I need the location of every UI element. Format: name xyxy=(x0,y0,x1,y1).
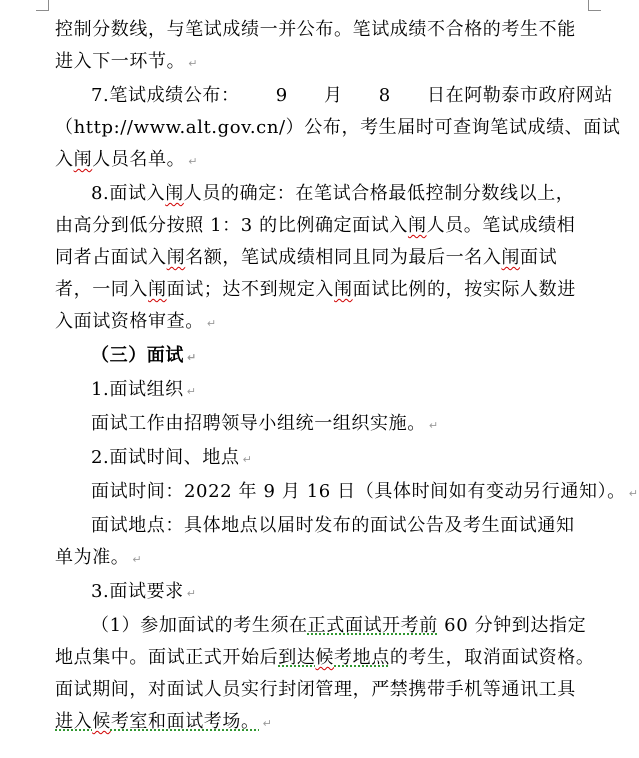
paragraph-mark-icon: ↵ xyxy=(206,317,217,330)
spell-flag: 闱 xyxy=(148,279,167,300)
paragraph-mark-icon: ↵ xyxy=(428,419,439,432)
paragraph-organization-detail: 面试工作由招聘领导小组统一组织实施。 ↵ xyxy=(91,413,439,434)
spell-flag: 候 xyxy=(92,711,111,732)
paragraph-mark-icon: ↵ xyxy=(242,453,252,466)
grammar-flag: 考室和面试考场。 xyxy=(110,711,260,732)
section-heading-interview: （三）面试 ↵ xyxy=(91,345,197,366)
paragraph-mark-icon: ↵ xyxy=(262,717,272,730)
spell-flag: 闱 xyxy=(165,183,184,204)
paragraph-interview-time-place: 2.面试时间、地点 ↵ xyxy=(91,447,252,468)
paragraph-interview-organization: 1.面试组织 ↵ xyxy=(91,379,196,400)
paragraph-mark-icon: ↵ xyxy=(186,587,196,600)
spell-flag: 闱 xyxy=(501,247,521,268)
paragraph-mark-icon: ↵ xyxy=(186,385,196,398)
paragraph-control-score: 控制分数线，与笔试成绩一并公布。笔试成绩不合格的考生不能 进入下一环节。 ↵ xyxy=(55,19,576,72)
spell-flag: 闱 xyxy=(73,149,93,170)
spell-flag: 闱 xyxy=(334,279,353,300)
paragraph-mark-icon: ↵ xyxy=(188,155,198,168)
paragraph-interview-time: 面试时间：2022 年 9 月 16 日（具体时间如有变动另行通知）。 ↵ xyxy=(91,481,638,502)
document-body[interactable] xyxy=(55,14,638,740)
page-corner-mark-left xyxy=(36,0,49,11)
paragraph-interview-requirements: 3.面试要求 ↵ xyxy=(91,581,196,602)
page-corner-mark-right xyxy=(588,0,601,11)
grammar-flag: 到达 xyxy=(278,647,316,668)
paragraph-requirement-1: （1）参加面试的考生须在正式面试开考前 60 分钟到达指定 地点集中。面试正式开始后到达候考地点的考生，取消面试资格。 面试期间，对面试人员实行封闭管理，严禁携带手机等通讯工具 进入候考室和面试考场。 ↵ xyxy=(55,615,595,732)
paragraph-mark-icon: ↵ xyxy=(187,351,197,364)
grammar-flag: 正式面试开考前 xyxy=(307,615,438,636)
paragraph-mark-icon: ↵ xyxy=(628,487,638,500)
paragraph-written-result: 7.笔试成绩公布： 9 月 8 日在阿勒泰市政府网站 （http://www.alt.gov.cn/）公布，考生届时可查询笔试成绩、面试 入闱人员名单。 ↵ xyxy=(55,80,595,178)
written-result-line1: 7.笔试成绩公布： 9 月 8 日在阿勒泰市政府网站 xyxy=(91,85,613,106)
paragraph-interview-selection: 8.面试入闱人员的确定：在笔试合格最低控制分数线以上， 由高分到低分按照 1：3 的比例确定面试入闱人员。笔试成绩相 同者占面试入闱名额，笔试成绩相同且同为最后一名入闱面试 者，一同入闱面试；达不到规定入闱面试比例的，按实际人数进 入面试资格审查。 ↵ xyxy=(55,183,576,332)
paragraph-interview-place: 面试地点：具体地点以届时发布的面试公告及考生面试通知 单为准。 ↵ xyxy=(55,515,575,568)
paragraph-mark-icon: ↵ xyxy=(188,57,198,70)
grammar-flag: 进入 xyxy=(55,711,93,732)
spell-flag: 闱 xyxy=(166,247,186,268)
spell-flag: 候 xyxy=(315,647,335,668)
spell-flag: 闱 xyxy=(407,215,427,236)
grammar-flag: 考地点 xyxy=(334,647,390,668)
paragraph-mark-icon: ↵ xyxy=(132,553,142,566)
